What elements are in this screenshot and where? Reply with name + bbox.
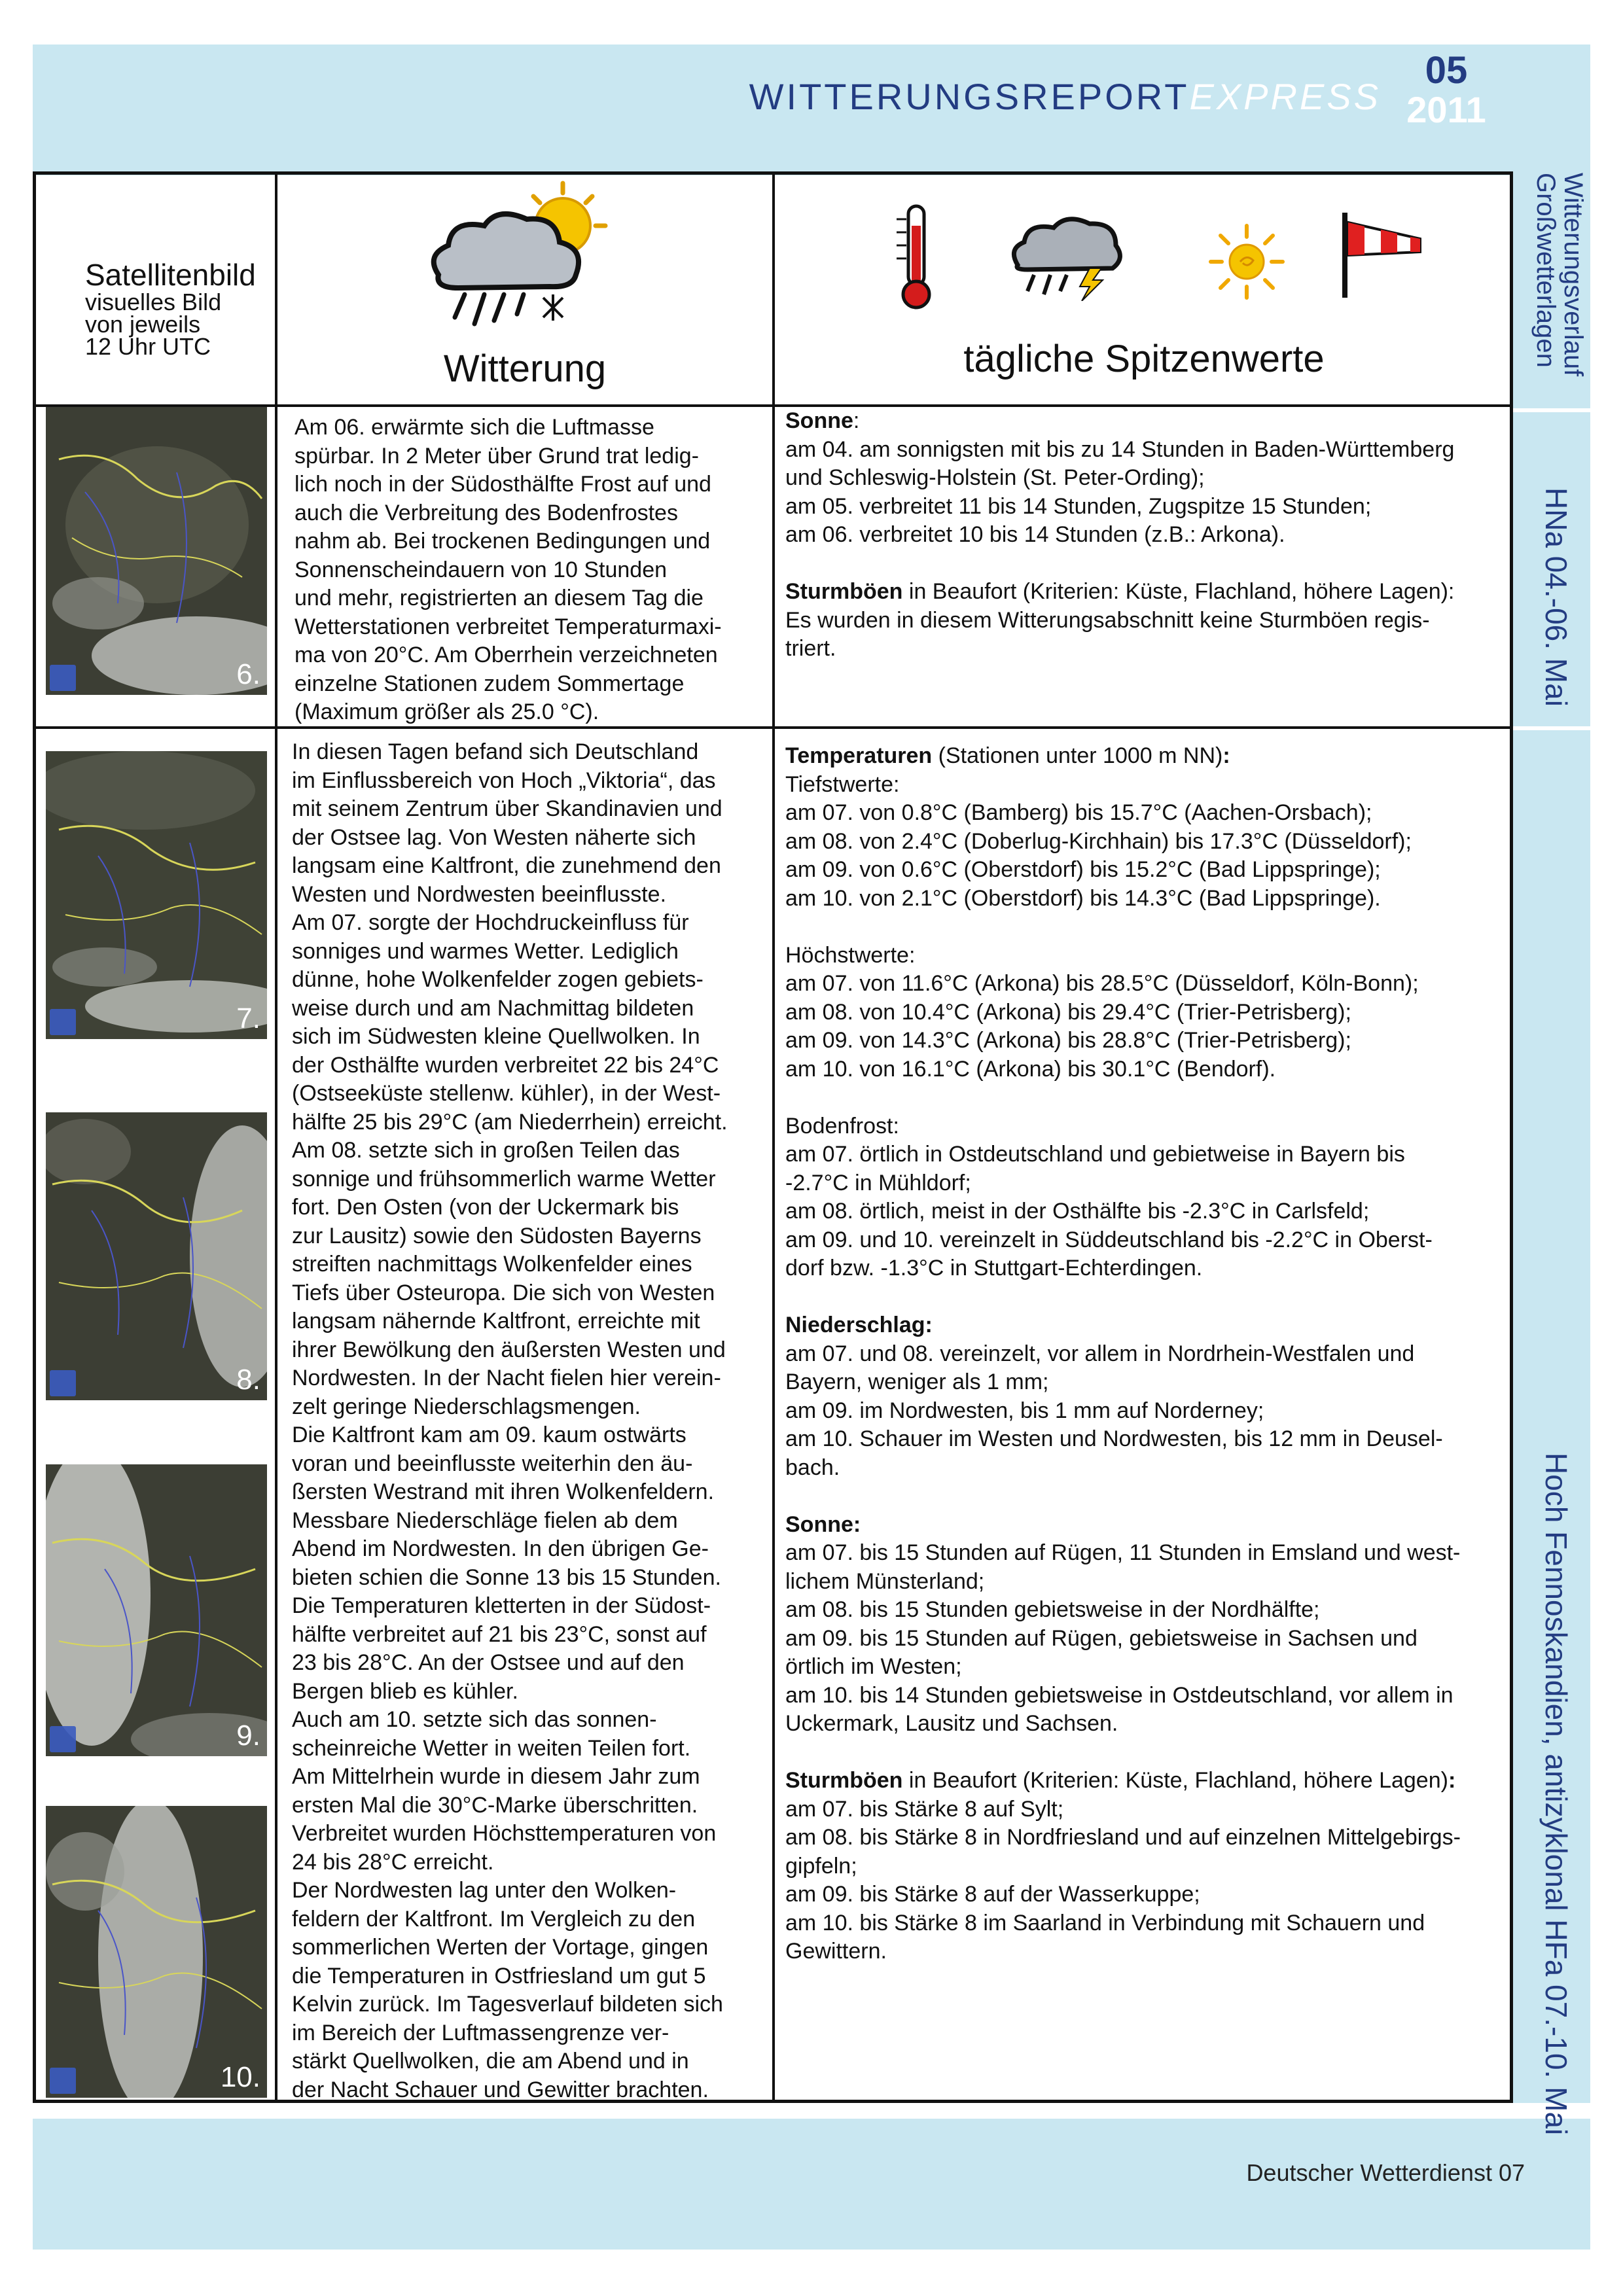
report-title: WITTERUNGSREPORTEXPRESS	[749, 76, 1381, 117]
witterung-text-07-10: In diesen Tagen befand sich Deutschland im Einflussbereich von Hoch „Viktoria“, das mit seinem Zentrum über Skandinavien und der Ostsee lag. Von Westen näherte sich langsam eine Kaltfront, die zunehmend den Westen und Nordwesten beeinflusste. Am 07. sorgte der Hochdruckeinfluss für sonniges und warmes Wetter. Lediglich dünne, hohe Wolkenfelder zogen gebiets- weise durch und am Nachmittag bildeten sich im Südwesten kleine Quellwolken. In der Osthälfte wurden verbreitet 22 bis 24°C (Ostseeküste stellenw. kühler), in der West- hälfte 25 bis 29°C (am Niederrhein) erreicht. Am 08. setzte sich in großen Teilen das sonnige und frühsommerlich warme Wetter fort. Den Osten (von der Uckermark bis zur Lausitz) sowie den Südosten Bayerns streiften nachmittags Wolkenfelder eines Tiefs über Osteuropa. Die sich von Westen langsam nähernde Kaltfront, erreichte mit ihrer Bewölkung den äußersten Westen und Nordwesten. In der Nacht fielen hier verein- zelt geringe Niederschlagsmengen. Die Kaltfront kam am 09. kaum ostwärts voran und beeinflusste weiterhin den äu- ßersten Westrand mit ihren Wolkenfeldern. Messbare Niederschläge fielen ab dem Abend im Nordwesten. In den übrigen Ge- bieten schien die Sonne 13 bis 15 Stunden. Die Temperaturen kletterten in der Südost- hälfte verbreitet auf 21 bis 23°C, sonst auf 23 bis 28°C. An der Ostsee und auf den Bergen blieb es kühler. Auch am 10. setzte sich das sonnen- scheinreiche Wetter in weiten Teilen fort. Am Mittelrhein wurde in diesem Jahr zum ersten Mal die 30°C-Marke überschritten. Verbreitet wurden Höchsttemperaturen von 24 bis 28°C erreicht. Der Nordwesten lag unter den Wolken- feldern der Kaltfront. Im Vergleich zu den sommerlichen Werten der Vortage, gingen die Temperaturen in Ostfriesland um gut 5 Kelvin zurück. Im Tagesverlauf bildeten sich im Bereich der Luftmassengrenze ver- stärkt Quellwolken, die am Abend und in der Nacht Schauer und Gewitter brachten.	[292, 739, 728, 2102]
sat-label-10: 10.	[220, 2061, 260, 2093]
satellite-image-6	[46, 407, 267, 695]
witterung-text-04-06: Am 06. erwärmte sich die Luftmasse spürbar. In 2 Meter über Grund trat ledig- lich noch in der Südosthälfte Frost auf und auch die Verbreitung des Bodenfrostes nahm ab. Bei trockenen Bedingungen und Sonnenscheindauern von 10 Stunden und mehr, registrierten an diesem Tag die Wetterstationen verbreitet Temperaturmaxi- ma von 20°C. Am Oberrhein verzeichneten einzelne Stationen zudem Sommertage (Maximum größer als 25.0 °C).	[294, 415, 722, 724]
eumetsat-logo-icon	[50, 1726, 76, 1752]
col-divider-2	[772, 171, 775, 2103]
issue-number: 05 2011	[1406, 49, 1486, 130]
side-label-hfa: Hoch Fennoskandien, antizyklonal HFa 07.-10. Mai	[1539, 1453, 1573, 2136]
eumetsat-logo-icon	[50, 1009, 76, 1035]
spitzenwerte-column-header: tägliche Spitzenwerte	[963, 338, 1325, 380]
satellite-image-7	[46, 751, 267, 1039]
satellite-image-9	[46, 1464, 267, 1756]
eumetsat-logo-icon	[50, 1370, 76, 1396]
windsock-icon	[1335, 206, 1433, 304]
eumetsat-logo-icon	[50, 665, 76, 691]
satellite-image-10	[46, 1806, 267, 2098]
row-divider-2	[33, 726, 1513, 729]
sat-label-6: 6.	[236, 658, 260, 690]
footer-text: Deutscher Wetterdienst 07	[1246, 2159, 1525, 2186]
col-divider-1	[275, 171, 277, 2103]
cloud-sun-rain-snow-icon	[412, 177, 622, 334]
spitzenwerte-text-04-06: Sonne: am 04. am sonnigsten mit bis zu 14 Stunden in Baden-Württemberg und Schleswig-Holstein (St. Peter-Ording); am 05. verbreitet 11 bis 14 Stunden, Zugspitze 15 Stunden; am 06. verbreitet 10 bis 14 Stunden (z.B.: Arkona). Sturmböen in Beaufort (Kriterien: Küste, Flachland, höhere Lagen): Es wurden in diesem Witterungsabschnitt keine Sturmböen regis- triert.	[785, 408, 1455, 661]
thermometer-icon	[890, 200, 942, 311]
thunderstorm-cloud-icon	[1005, 209, 1129, 301]
spitzenwerte-text-07-10: Temperaturen (Stationen unter 1000 m NN): Tiefstwerte: am 07. von 0.8°C (Bamberg) bis 15.7°C (Aachen-Orsbach); am 08. von 2.4°C (Doberlug-Kirchhain) bis 17.3°C (Düsseldorf); am 09. von 0.6°C (Oberstdorf) bis 15.2°C (Bad Lippspringe); am 10. von 2.1°C (Oberstdorf) bis 14.3°C (Bad Lippspringe). Höchstwerte: am 07. von 11.6°C (Arkona) bis 28.5°C (Düsseldorf, Köln-Bonn); am 08. von 10.4°C (Arkona) bis 29.4°C (Trier-Petrisberg); am 09. von 14.3°C (Arkona) bis 28.8°C (Trier-Petrisberg); am 10. von 16.1°C (Arkona) bis 30.1°C (Bendorf). Bodenfrost: am 07. örtlich in Ostdeutschland und gebietweise in Bayern bis -2.7°C in Mühldorf; am 08. örtlich, meist in der Osthälfte bis -2.3°C in Carlsfeld; am 09. und 10. vereinzelt in Süddeutschland bis -2.2°C in Oberst- dorf bzw. -1.3°C in Stuttgart-Echterdingen. Niederschlag: am 07. und 08. vereinzelt, vor allem in Nordrhein-Westfalen und Bayern, weniger als 1 mm; am 09. im Nordwesten, bis 1 mm auf Norderney; am 10. Schauer im Westen und Nordwesten, bis 12 mm in Deusel- bach. Sonne: am 07. bis 15 Stunden auf Rügen, 11 Stunden in Emsland und west- lichem Münsterland; am 08. bis 15 Stunden gebietsweise in der Nordhälfte; am 09. bis 15 Stunden auf Rügen, gebietsweise in Sachsen und örtlich im Westen; am 10. bis 14 Stunden gebietsweise in Ostdeutschland, vor allem in Uckermark, Lausitz und Sachsen. Sturmböen in Beaufort (Kriterien: Küste, Flachland, höhere Lagen): am 07. bis Stärke 8 auf Sylt; am 08. bis Stärke 8 in Nordfriesland und auf einzelnen Mittelgebirgs- gipfeln; am 09. bis Stärke 8 auf der Wasserkuppe; am 10. bis Stärke 8 im Saarland in Verbindung mit Schauern und Gewittern.	[785, 743, 1461, 1964]
side-label-hna: HNa 04.-06. Mai	[1539, 487, 1573, 707]
side-label-top: Witterungsverlauf Großwetterlagen	[1531, 173, 1588, 377]
sat-label-9: 9.	[236, 1720, 260, 1752]
sun-icon	[1207, 222, 1286, 301]
sat-label-8: 8.	[236, 1364, 260, 1396]
witterung-column-header: Witterung	[443, 347, 607, 390]
sat-column-header: Satellitenbild visuelles Bild von jeweils 12 Uhr UTC	[85, 258, 256, 360]
sat-label-7: 7.	[236, 1002, 260, 1034]
satellite-image-8	[46, 1112, 267, 1400]
eumetsat-logo-icon	[50, 2068, 76, 2094]
